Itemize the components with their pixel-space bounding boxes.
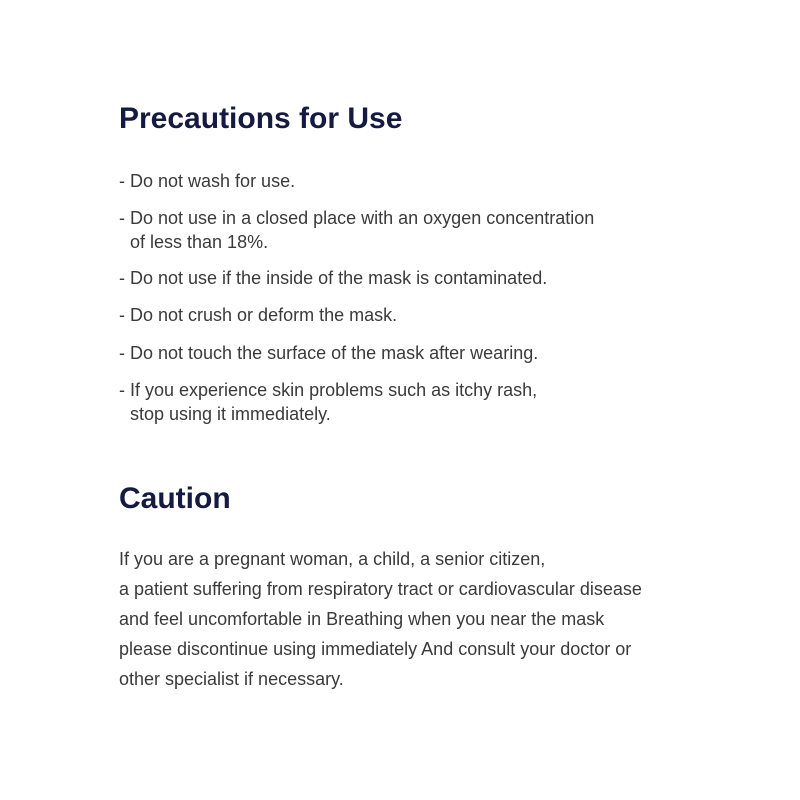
list-item [119,303,397,327]
list-item-text: - Do not touch the surface of the mask after wearing. [119,343,539,363]
list-item [119,206,594,254]
list-item-text: - Do not crush or deform the mask. [119,305,398,325]
caution-line: If you are a pregnant woman, a child, a senior citizen, [119,549,546,569]
list-item [119,341,538,365]
list-item [119,169,295,193]
list-item-text-continued: of less than 18%. [130,232,269,252]
list-item-text: - Do not use if the inside of the mask is contaminated. [119,268,548,288]
precautions-title: Precautions for Use [119,102,403,135]
caution-paragraph [119,544,739,694]
caution-line: other specialist if necessary. [119,669,344,689]
list-item [119,266,547,290]
caution-line: a patient suffering from respiratory tract or cardiovascular disease [119,579,642,599]
list-item-text: - Do not use in a closed place with an oxygen concentration [119,208,595,228]
list-item [119,378,537,426]
caution-line: and feel uncomfortable in Breathing when you near the mask [119,609,605,629]
caution-line: please discontinue using immediately And consult your doctor or [119,639,632,659]
list-item-text: - Do not wash for use. [119,171,296,191]
list-item-text: - If you experience skin problems such as itchy rash, [119,380,538,400]
list-item-text-continued: stop using it immediately. [130,404,331,424]
caution-title: Caution [119,482,231,515]
